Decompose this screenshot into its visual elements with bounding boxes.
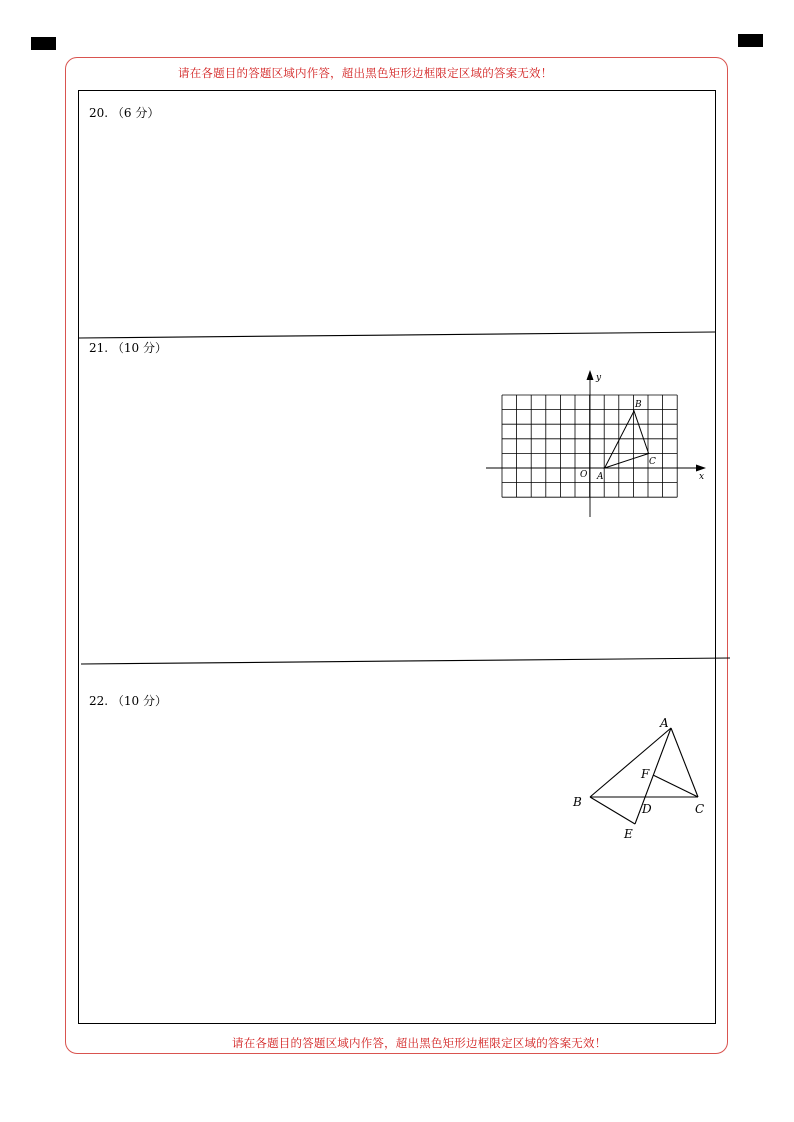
question-21-label xyxy=(89,339,167,356)
question-points: （10 分） xyxy=(111,341,168,355)
question-number: 22. xyxy=(89,694,109,708)
divider-20-21 xyxy=(79,332,715,338)
question-points: （10 分） xyxy=(111,694,168,708)
point-c-label: C xyxy=(649,457,656,467)
question-number: 21. xyxy=(89,341,109,355)
segment-ab xyxy=(590,728,671,797)
question-points: （6 分） xyxy=(111,106,160,120)
segment-be xyxy=(590,797,635,824)
point-a-label: A xyxy=(597,472,604,482)
point-f-label: F xyxy=(641,767,650,781)
triangle-abc xyxy=(605,411,649,468)
x-axis-arrow xyxy=(696,465,706,472)
segment-ac xyxy=(671,728,698,797)
point-a-label: A xyxy=(660,716,669,730)
point-e-label: E xyxy=(624,827,633,841)
coordinate-grid-figure xyxy=(480,365,710,525)
y-axis-label: y xyxy=(596,373,602,383)
bottom-notice: 请在各题目的答题区域内作答，超出黑色矩形边框限定区域的答案无效！ xyxy=(232,1036,607,1050)
divider-21-22 xyxy=(81,658,730,664)
x-axis-label: x xyxy=(699,472,705,482)
point-b-label: B xyxy=(573,795,582,809)
point-c-label: C xyxy=(695,802,705,816)
top-notice: 请在各题目的答题区域内作答，超出黑色矩形边框限定区域的答案无效！ xyxy=(178,66,553,80)
question-number: 20. xyxy=(89,106,109,120)
triangle-figure xyxy=(560,712,720,847)
question-20-label xyxy=(89,104,159,121)
point-b-label: B xyxy=(635,400,642,410)
origin-label: O xyxy=(580,470,588,480)
y-axis-arrow xyxy=(587,370,594,380)
question-22-label xyxy=(89,692,167,709)
point-d-label: D xyxy=(642,802,652,816)
